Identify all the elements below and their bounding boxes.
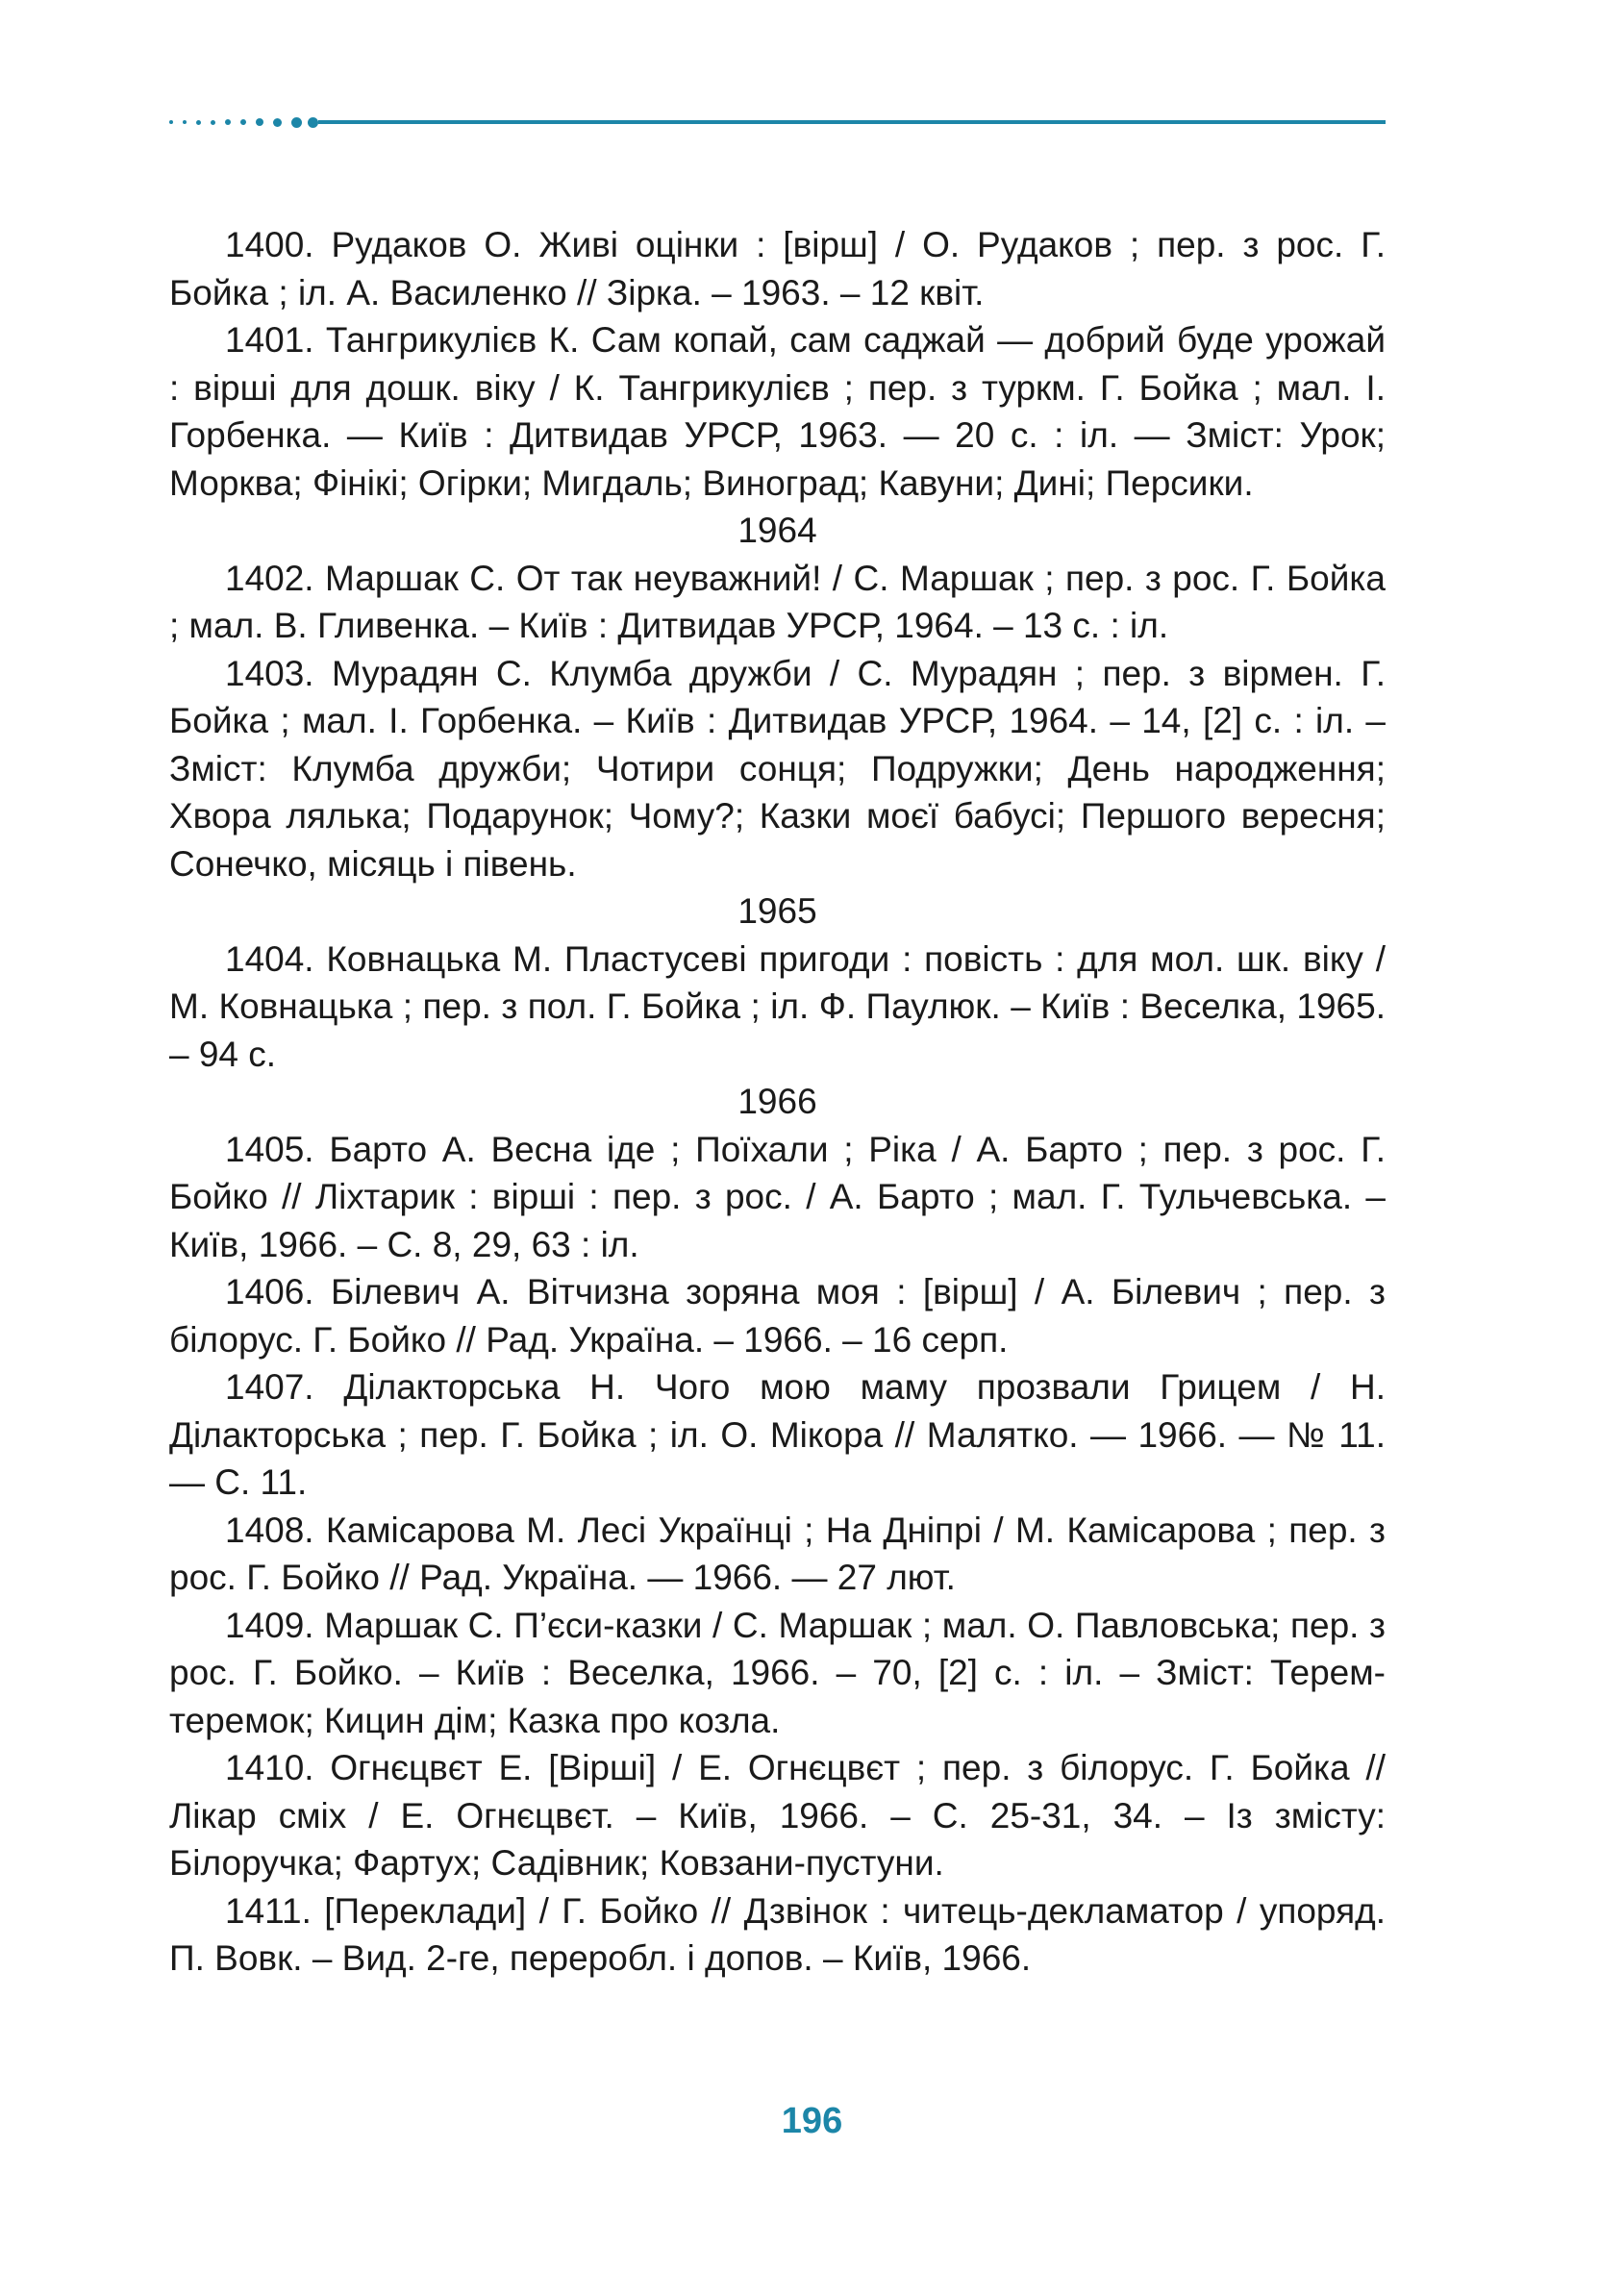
dot-icon: [183, 120, 187, 124]
bibliography-entry: 1403. Мурадян С. Клумба дружби / С. Мурадян ; пер. з вірмен. Г. Бойка ; мал. І. Горбенка. – Київ : Дитвидав УРСР, 1964. – 14, [2] с. : іл. – Зміст: Клумба дружби; Чотири сонця; Подружки; День народження; Хвора лялька; Подарунок; Чому?; Казки моєї бабусі; Першого вересня; Сонечко, місяць і півень.: [169, 653, 1386, 884]
dot-icon: [169, 120, 173, 124]
dot-icon: [225, 119, 231, 125]
bibliography-entry: 1409. Маршак С. П’єси-казки / С. Маршак ; мал. О. Павловська; пер. з рос. Г. Бойко. – Київ : Веселка, 1966. – 70, [2] с. : іл. – Зміст: Терем-теремок; Кицин дім; Казка про козла.: [169, 1605, 1386, 1740]
dot-icon: [256, 118, 263, 126]
year-heading: 1965: [737, 891, 817, 931]
dot-icon: [211, 120, 215, 125]
bibliography-entry: 1402. Маршак С. От так неуважний! / С. Маршак ; пер. з рос. Г. Бойка ; мал. В. Гливенка. – Київ : Дитвидав УРСР, 1964. – 13 с. : іл.: [169, 558, 1386, 645]
bibliography-entry: 1407. Ділакторська Н. Чого мою маму прозвали Грицем / Н. Ділакторська ; пер. Г. Бойка ; іл. О. Мікора // Малятко. — 1966. — № 11. — С. 11.: [169, 1367, 1386, 1502]
bibliography-entry: 1406. Білевич А. Вітчизна зоряна моя : [вірш] / А. Білевич ; пер. з білорус. Г. Бойко // Рад. Україна. – 1966. – 16 серп.: [169, 1272, 1386, 1360]
bibliography-entry: 1408. Камісарова М. Лесі Українці ; На Дніпрі / М. Камісарова ; пер. з рос. Г. Бойко // Рад. Україна. — 1966. — 27 лют.: [169, 1510, 1386, 1597]
header-line: [318, 120, 1386, 124]
bibliography-entry: 1411. [Переклади] / Г. Бойко // Дзвінок : читець-декламатор / упоряд. П. Вовк. – Вид. 2-ге, переробл. і допов. – Київ, 1966.: [169, 1890, 1386, 1978]
page-number: 196: [781, 2101, 843, 2141]
dot-icon: [196, 120, 201, 125]
bibliography-entry: 1404. Ковнацька М. Пластусеві пригоди : повість : для мол. шк. віку / М. Ковнацька ; пер. з пол. Г. Бойка ; іл. Ф. Паулюк. – Київ : Веселка, 1965. – 94 с.: [169, 938, 1386, 1074]
dot-icon: [291, 117, 302, 128]
header-rule: [169, 115, 1386, 129]
bibliography-entry: 1405. Барто А. Весна іде ; Поїхали ; Ріка / А. Барто ; пер. з рос. Г. Бойко // Ліхтарик : вірші : пер. з рос. / А. Барто ; мал. Г. Тульчевська. – Київ, 1966. – С. 8, 29, 63 : іл.: [169, 1129, 1386, 1264]
bibliography-entry: 1401. Тангрикулієв К. Сам копай, сам саджай — добрий буде урожай : вірші для дошк. віку / К. Тангрикулієв ; пер. з туркм. Г. Бойка ; мал. І. Горбенка. — Київ : Дитвидав УРСР, 1963. — 20 с. : іл. — Зміст: Урок; Морква; Фінікі; Огірки; Мигдаль; Виноград; Кавуни; Дині; Персики.: [169, 320, 1386, 503]
dot-icon: [308, 117, 318, 128]
dot-icon: [240, 119, 246, 125]
year-heading: 1966: [737, 1082, 817, 1121]
bibliography-entry: 1410. Огнєцвєт Е. [Вірші] / Е. Огнєцвєт ; пер. з білорус. Г. Бойка // Лікар сміх / Е. Огнєцвєт. – Київ, 1966. – С. 25-31, 34. – Із змісту: Білоручка; Фартух; Садівник; Ковзани-пустуни.: [169, 1748, 1386, 1883]
bibliography-list: [169, 221, 1386, 1983]
bibliography-entry: 1400. Рудаков О. Живі оцінки : [вірш] / О. Рудаков ; пер. з рос. Г. Бойка ; іл. А. Василенко // Зірка. – 1963. – 12 квіт.: [169, 225, 1386, 312]
dot-icon: [273, 118, 282, 127]
year-heading: 1964: [737, 511, 817, 550]
